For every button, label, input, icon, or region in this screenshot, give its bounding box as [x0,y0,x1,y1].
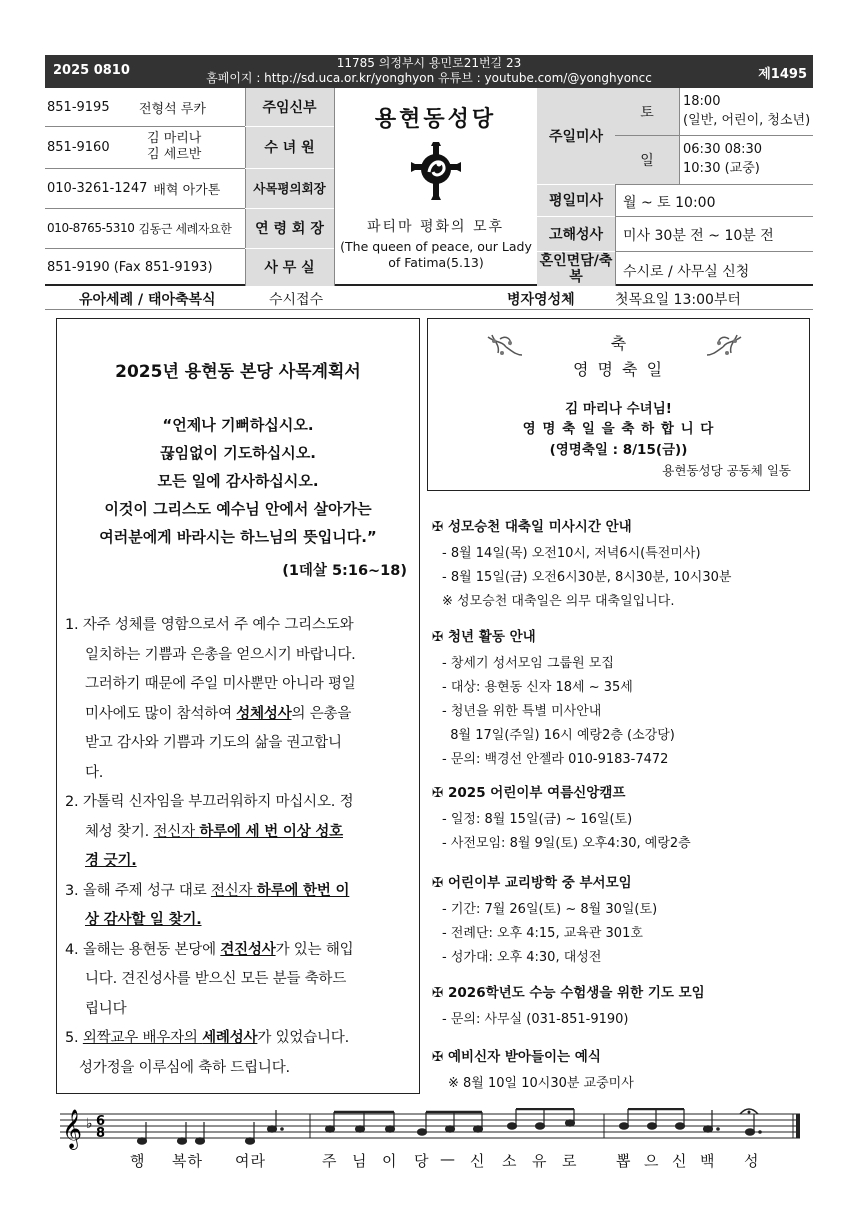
church-logo-icon [409,142,463,200]
lyric: 소 [502,1152,518,1170]
baptism-label: 유아세례 / 태아축복식 [79,292,216,308]
notice-item: - 문의: 사무실 (031-851-9190) [442,1012,629,1027]
lyric: 으 [644,1152,660,1170]
plan-line: 다. [85,764,104,781]
notice-block [432,515,812,625]
cross-icon: ✠ [432,519,444,535]
svg-text:𝄞: 𝄞 [62,1109,83,1149]
quote-line: 이것이 그리스도 예수님 안에서 살아가는 [104,500,372,518]
notice-block [432,781,812,871]
role-label: 사목평의회장 [253,181,326,196]
confession-value: 미사 30분 전 ~ 10분 전 [623,228,774,244]
notice-item: - 대상: 용현동 신자 18세 ~ 35세 [442,680,633,695]
plan-line: 1. 자주 성체를 영함으로서 주 예수 그리스도와 [65,617,354,633]
saturday-time [683,92,813,130]
lyric: 백 [700,1152,716,1170]
plan-line: 미사에도 많이 참석하여 성체성사의 은총을 [85,705,352,722]
notice-item: - 성가대: 오후 4:30, 대성전 [442,950,602,965]
role-label: 연 령 회 장 [255,221,324,237]
plan-line: 성가정을 이루심에 축하 드립니다. [79,1059,290,1076]
address-block [45,56,813,86]
quote-line: 모든 일에 감사하십시오. [157,472,319,490]
quote-line: “언제나 기뻐하십시오. [162,416,314,434]
cross-icon: ✠ [432,785,444,801]
plan-item-5 [65,1024,415,1083]
sunday-time-2: 10:30 (교중) [683,161,760,176]
notice-item: - 8월 14일(목) 오전10시, 저녁6시(특전미사) [442,546,701,561]
contact-phone: 851-9190 (Fax 851-9193) [47,259,213,275]
plan-items [65,611,415,1083]
role-label: 사 무 실 [264,260,315,276]
svg-text:♭: ♭ [86,1116,93,1132]
plan-item-4 [65,936,415,1025]
notice-list [432,515,812,1091]
plan-line: 니다. 견진성사를 받으신 모든 분들 축하드 [85,971,347,987]
sick-communion-label: 병자영성체 [507,292,575,308]
marriage-label: 혼인면담/축복 [539,252,613,285]
feast-line-4: 용현동성당 공동체 일동 [662,463,791,478]
notice-item: 8월 17일(주일) 16시 예랑2층 (소강당) [442,728,675,743]
plan-quote [57,411,419,551]
contact-row-convent [47,126,243,168]
baptism-value: 수시접수 [269,292,324,308]
sunday-time-1: 06:30 08:30 [683,142,763,157]
contact-name: 김 마리나 [147,131,202,146]
plan-line: 5. 외짝교우 배우자의 세례성사가 있었습니다. [65,1030,350,1046]
saturday-time-value: 18:00 [683,94,721,109]
role-label: 주임신부 [262,100,317,116]
lyric: 행 [130,1152,146,1170]
lyric: 복하 [172,1152,203,1170]
feast-line-1: 김 마리나 수녀님! [565,401,672,417]
homepage-link[interactable]: 홈페이지 : http://sd.uca.or.kr/yonghyon 유튜브 : youtube.com/@yonghyoncc [206,71,652,85]
lyric: 유 [532,1152,548,1170]
plan-line: 체성 찾기. 전신자 하루에 세 번 이상 성호 [85,823,343,840]
lyric: 여라 [235,1152,266,1170]
contact-row-funeral [47,208,243,248]
plan-title: 2025년 용현동 본당 사목계획서 [115,362,361,382]
notice-title: ✠ 2026학년도 수능 수험생을 위한 기도 모임 [432,985,705,1001]
feast-title-2: 영 명 축 일 [572,360,665,379]
lyric: 주 [322,1152,338,1170]
sick-communion-value: 첫목요일 13:00부터 [615,292,741,308]
plan-line: 상 감사할 일 찾기. [85,912,202,928]
contact-phone: 010-3261-1247 [47,180,148,196]
address: 11785 의정부시 용민로21번길 23 [336,56,522,70]
lyric: 당 [414,1152,430,1170]
role-label: 수 녀 원 [264,140,315,156]
notice-block [432,625,812,781]
contact-row-council [47,168,243,208]
notice-item: - 사전모임: 8월 9일(토) 오후4:30, 예랑2층 [442,836,691,851]
feast-day-box [427,318,810,491]
plan-item-3 [65,877,415,936]
svg-text:6: 6 [96,1114,106,1129]
marriage-value: 수시로 / 사무실 신청 [623,264,750,280]
contact-phone: 851-9195 [47,99,110,115]
notice-item: - 문의: 백경선 안젤라 010-9183-7472 [442,752,669,767]
patron-name: 파티마 평화의 모후 [366,219,505,235]
contact-name: 배혁 아가톤 [153,182,221,198]
notice-block [432,871,812,981]
lyric: — [440,1150,456,1168]
contact-name: 전형석 루카 [139,101,206,117]
plan-line: 4. 올해는 용현동 본당에 견진성사가 있는 해입 [65,941,354,958]
lyric: 이 [382,1152,398,1170]
plan-line: 그러하기 때문에 주일 미사뿐만 아니라 평일 [85,676,356,692]
header-grid [45,88,813,286]
quote-reference: (1데살 5:16~18) [282,563,407,579]
saturday-label: 토 [640,104,654,121]
notice-block [432,1045,812,1091]
sunday-mass-label: 주일미사 [548,129,604,145]
sacrament-row [45,286,813,310]
notice-item: - 일정: 8월 15일(금) ~ 16일(토) [442,812,633,827]
cross-icon: ✠ [432,875,444,891]
weekday-mass-label: 평일미사 [548,193,604,209]
lyric: 님 [352,1152,368,1170]
issue-number: 제1495 [758,67,807,82]
issue-date: 2025 0810 [53,63,130,78]
notice-item: - 8월 15일(금) 오전6시30분, 8시30분, 10시30분 [442,570,732,585]
saturday-note: (일반, 어린이, 청소년) [683,113,811,128]
notice-item: ※ 성모승천 대축일은 의무 대축일입니다. [442,594,675,609]
notice-item: - 전례단: 오후 4:15, 교육관 301호 [442,926,643,941]
contact-row-priest [47,88,243,126]
plan-line: 경 긋기. [85,853,137,869]
plan-line: 3. 올해 주제 성구 대로 전신자 하루에 한번 이 [65,882,350,899]
cross-icon: ✠ [432,629,444,645]
lyric: 신 [672,1152,688,1170]
patron-name-en: (The queen of peace, our Lady of Fatima(5.13) [340,239,532,270]
notice-item: - 창세기 성서모임 그룹원 모집 [442,656,614,671]
plan-line: 일치하는 기쁨과 은총을 얻으시기 바랍니다. [85,646,356,663]
feast-title-1: 축 [610,334,627,353]
contact-row-office [47,248,243,286]
contact-phone: 010-8765-5310 [47,221,135,235]
svg-text:8: 8 [96,1126,106,1141]
pastoral-plan-box [56,318,420,1094]
notice-title: ✠ 청년 활동 안내 [432,629,536,645]
church-name: 용현동성당 [374,107,497,132]
notice-item: - 청년을 위한 특별 미사안내 [442,704,602,719]
quote-line: 여러분에게 바라시는 하느님의 뜻입니다.” [99,528,377,546]
lyric: 로 [562,1152,578,1170]
sunday-time [683,140,813,178]
plan-line: 받고 감사와 기쁨과 기도의 삶을 권고합니 [85,735,342,751]
plan-line: 립니다 [85,1000,127,1017]
notice-title: ✠ 어린이부 교리방학 중 부서모임 [432,875,632,891]
quote-line: 끊임없이 기도하십시오. [160,444,316,462]
sunday-label: 일 [640,152,654,169]
cross-icon: ✠ [432,985,444,1001]
plan-item-1 [65,611,415,788]
notice-item: ※ 8월 10일 10시30분 교중미사 [448,1076,634,1091]
feast-line-3: (영명축일 : 8/15(금)) [549,442,688,458]
underlined-term: 성체성사 [236,705,292,722]
contact-name: 김 세르반 [147,147,202,162]
notice-item: - 기간: 7월 26일(토) ~ 8월 30일(토) [442,902,658,917]
confession-label: 고해성사 [548,226,604,243]
cross-icon: ✠ [432,1049,444,1065]
lyric: 성 [744,1152,760,1170]
contact-name: 김동근 세례자요한 [138,221,232,236]
hymn-lyrics [60,1150,805,1172]
notice-title: ✠ 2025 어린이부 여름신앙캠프 [432,785,626,801]
plan-item-2 [65,788,415,877]
notice-block [432,981,812,1045]
weekday-mass-value: 월 ~ 토 10:00 [623,195,716,211]
header-bar [45,55,813,88]
plan-line: 2. 가톨릭 신자임을 부끄러워하지 마십시오. 정 [65,794,354,810]
lyric: 뽑 [616,1152,632,1170]
notice-title: ✠ 성모승천 대축일 미사시간 안내 [432,519,632,535]
contact-phone: 851-9160 [47,139,110,155]
feast-line-2: 영 명 축 일 을 축 하 합 니 다 [522,421,715,437]
notice-title: ✠ 예비신자 받아들이는 예식 [432,1049,601,1065]
lyric: 신 [470,1152,486,1170]
